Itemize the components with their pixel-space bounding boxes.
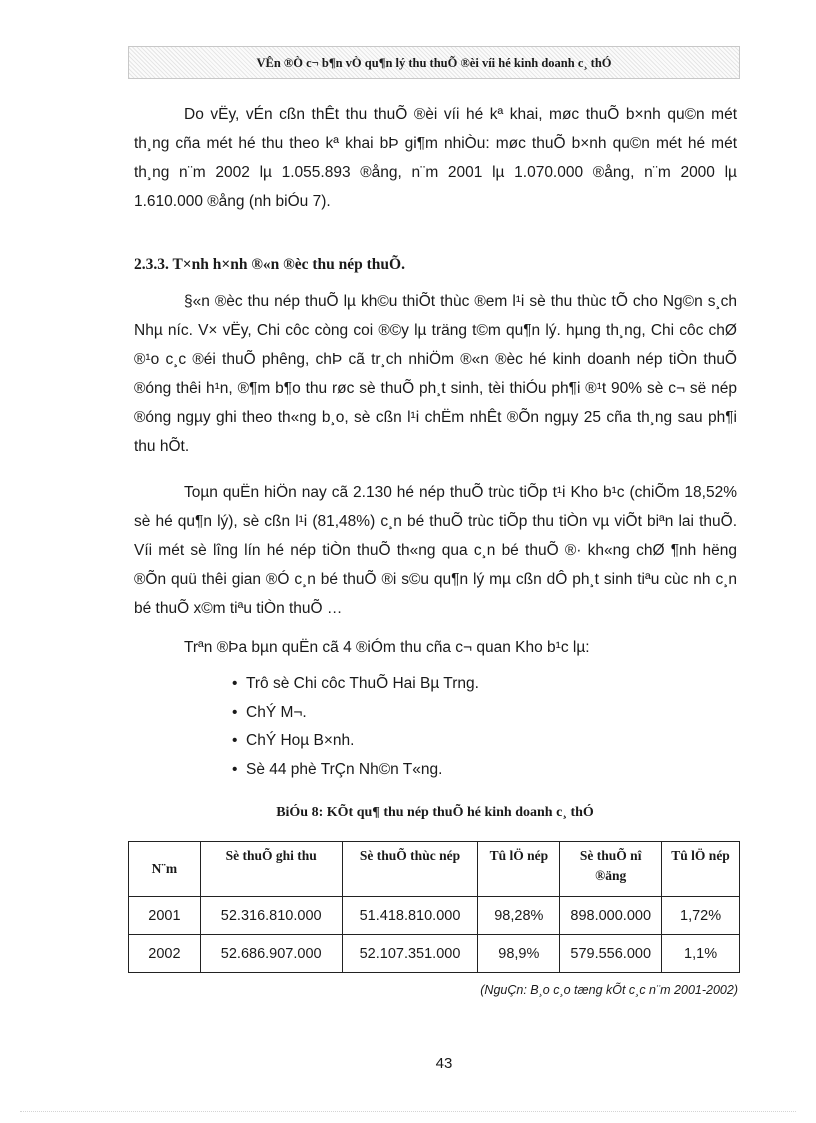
running-header xyxy=(128,46,740,79)
running-header-title: VÊn ®Ò c¬ b¶n vÒ qu¶n lý thu thuÕ ®èi víi hé kinh doanh c¸ thÓ xyxy=(256,56,612,70)
table-cell: 98,9% xyxy=(478,935,560,973)
table-row xyxy=(129,935,740,973)
table-cell: 2001 xyxy=(129,897,201,935)
table-cell: 898.000.000 xyxy=(560,897,662,935)
column-header: Tû lÖ nép xyxy=(478,842,560,897)
collection-point-list xyxy=(232,670,479,784)
column-header: Sè thuÕ nî ®äng xyxy=(560,842,662,897)
list-item: • ChÝ Hoµ B×nh. xyxy=(232,727,479,756)
table-source-note: (NguÇn: B¸o c¸o tæng kÕt c¸c n¨m 2001-2002) xyxy=(480,983,738,997)
paragraph-2: §«n ®èc thu nép thuÕ lµ kh©u thiÕt thùc ®em l¹i sè thu thùc tÕ cho Ng©n s¸ch Nhµ níc. V× vËy, Chi côc còng coi ®©y lµ träng t©m qu¶n lý. hµng th¸ng, Chi côc chØ ®¹o c¸c ®éi thuÕ phêng, chÞ cã tr¸ch nhiÖm ®«n ®èc hé kinh doanh nép tiÒn thuÕ ®óng thêi h¹n, ®¶m b¶o thu røc sè thuÕ ph¸t sinh, tèi thiÓu ph¶i ®¹t 90% sè c¬ së nép ®óng ngµy ghi theo th«ng b¸o, sè cßn l¹i chËm nhÊt ®Õn ngµy 25 cña th¸ng sau ph¶i thu hÕt. xyxy=(134,293,737,455)
table-header-row xyxy=(129,842,740,897)
table-cell: 1,1% xyxy=(662,935,740,973)
section-heading: 2.3.3. T×nh h×nh ®«n ®èc thu nép thuÕ. xyxy=(134,256,405,273)
table-cell: 52.107.351.000 xyxy=(342,935,478,973)
page-bottom-divider xyxy=(20,1111,796,1112)
column-header: Sè thuÕ ghi thu xyxy=(200,842,342,897)
list-item: • Sè 44 phè TrÇn Nh©n T«ng. xyxy=(232,756,479,785)
list-item: • Trô sè Chi côc ThuÕ Hai Bµ Trng. xyxy=(232,670,479,699)
paragraph-3: Toµn quËn hiÖn nay cã 2.130 hé nép thuÕ trùc tiÕp t¹i Kho b¹c (chiÕm 18,52% sè hé qu¶n lý), sè cßn l¹i (81,48%) c¸n bé thuÕ trùc tiÕp thu tiÒn vµ viÕt biªn lai thuÕ. Víi mét sè lîng lín hé nép tiÒn thuÕ th«ng qua c¸n bé thuÕ ®· kh«ng chØ ¶nh hëng ®Õn quü thêi gian ®Ó c¸n bé thuÕ ®i s©u qu¶n lý mµ cßn dÔ ph¸t sinh tiªu cùc nh c¸n bé thuÕ x©m tiªu tiÒn thuÕ … xyxy=(134,484,737,617)
table-cell: 579.556.000 xyxy=(560,935,662,973)
list-item: • ChÝ M¬. xyxy=(232,699,479,728)
table-cell: 98,28% xyxy=(478,897,560,935)
table-title: BiÓu 8: KÕt qu¶ thu nép thuÕ hé kinh doanh c¸ thÓ xyxy=(276,805,594,820)
table-cell: 52.316.810.000 xyxy=(200,897,342,935)
column-header: Tû lÖ nép xyxy=(662,842,740,897)
table-cell: 2002 xyxy=(129,935,201,973)
column-header: Sè thuÕ thùc nép xyxy=(342,842,478,897)
table-cell: 52.686.907.000 xyxy=(200,935,342,973)
paragraph-1: Do vËy, vÉn cßn thÊt thu thuÕ ®èi víi hé kª khai, møc thuÕ b×nh qu©n mét th¸ng cña mét hé thu theo kª khai bÞ gi¶m nhiÒu: møc thuÕ b×nh qu©n mét hé mét th¸ng n¨m 2002 lµ 1.055.893 ®ång, n¨m 2001 lµ 1.070.000 ®ång, n¨m 2000 lµ 1.610.000 ®ång (nh biÓu 7). xyxy=(134,106,737,210)
table-row xyxy=(129,897,740,935)
paragraph-4: Trªn ®Þa bµn quËn cã 4 ®iÓm thu cña c¬ quan Kho b¹c lµ: xyxy=(184,639,590,656)
page-number: 43 xyxy=(435,1055,453,1072)
column-header: N¨m xyxy=(129,842,201,897)
table-cell: 1,72% xyxy=(662,897,740,935)
tax-collection-table xyxy=(128,841,740,973)
table-cell: 51.418.810.000 xyxy=(342,897,478,935)
